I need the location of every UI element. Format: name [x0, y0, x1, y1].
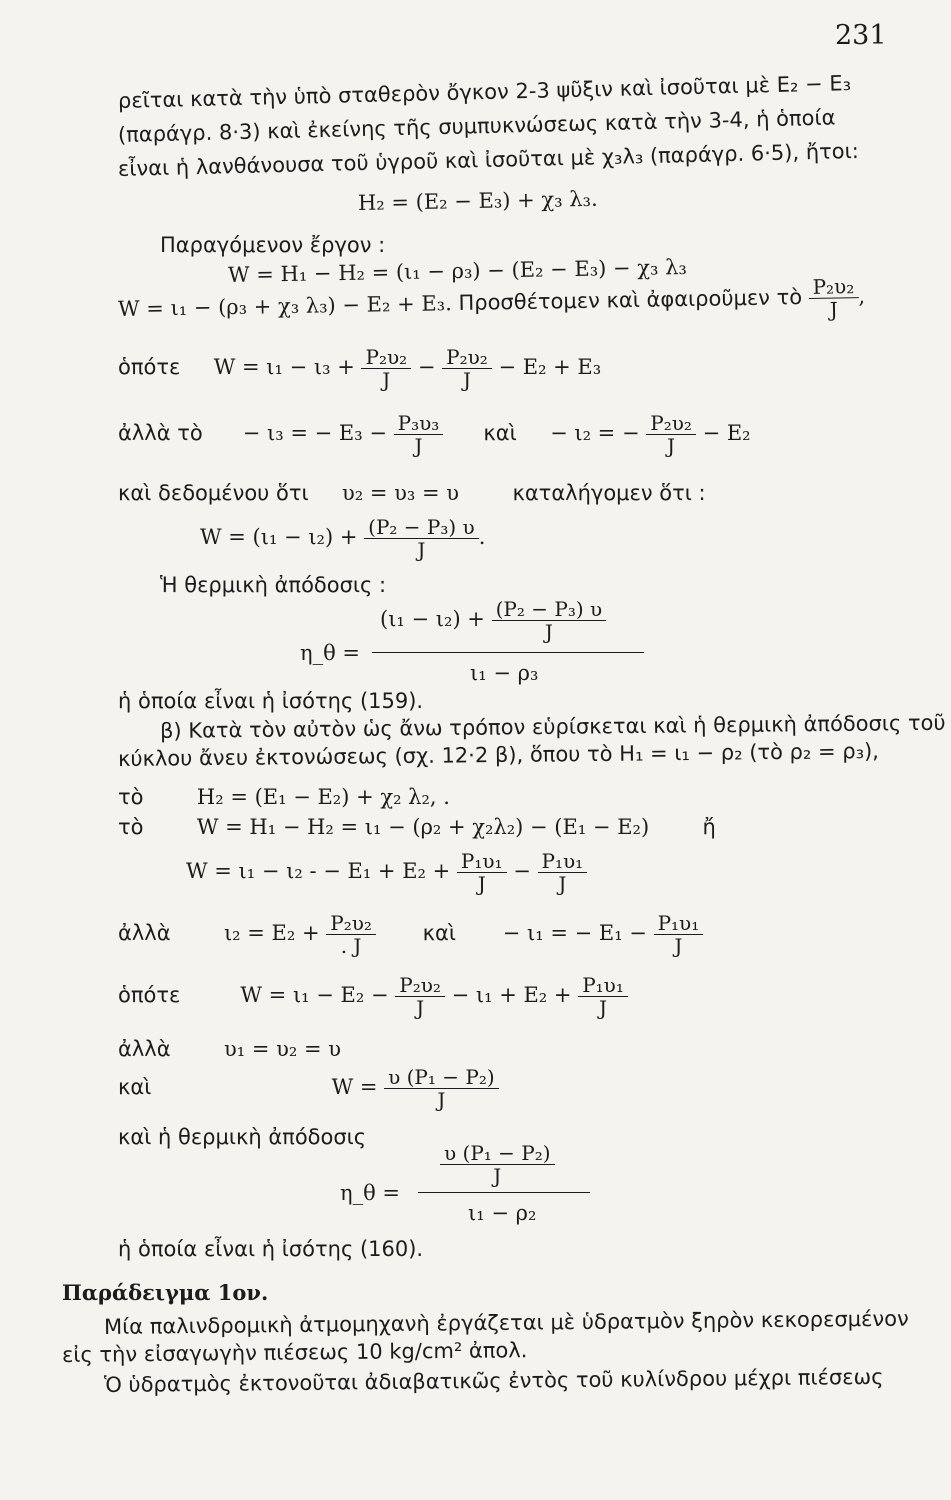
- text-line-beta: β) Κατὰ τὸν αὐτὸν ὡς ἄνω τρόπον εὑρίσκεται καὶ ἡ θερμικὴ ἀπόδοσις τοῦ: [159, 710, 946, 743]
- numerator: P₂υ₂: [326, 912, 376, 935]
- expr: W =: [331, 1075, 378, 1099]
- denominator: J: [382, 368, 391, 392]
- equation-opote-1: [118, 346, 601, 391]
- denominator: J: [674, 934, 683, 958]
- fraction-bar: [372, 652, 644, 653]
- numerator: υ (P₁ − P₂): [384, 1066, 499, 1089]
- fraction: [442, 346, 492, 391]
- denominator: J: [414, 434, 423, 458]
- expr: H₂ = (E₁ − E₂) + χ₂ λ₂, .: [196, 785, 450, 809]
- denominator: J: [477, 872, 486, 896]
- efficiency-lhs: η_θ =: [300, 641, 360, 665]
- expr: υ₁ = υ₂ = υ: [223, 1037, 341, 1061]
- fraction: [395, 974, 445, 1019]
- expr: − ι₂ = −: [550, 421, 640, 445]
- numerator: P₂υ₂: [361, 346, 411, 369]
- denominator: J: [599, 996, 608, 1020]
- expr: W = ι₁ − ι₃ +: [213, 355, 355, 379]
- fraction: [394, 412, 444, 457]
- word-alla: ἀλλὰ: [118, 1037, 171, 1061]
- efficiency-b-lhs: η_θ =: [340, 1181, 400, 1205]
- expr: W = H₁ − H₂ = ι₁ − (ρ₂ + χ₂λ₂) − (E₁ − E₂): [196, 815, 650, 839]
- comma: ,: [858, 283, 866, 309]
- numerator: P₂υ₂: [646, 412, 696, 435]
- numerator: P₂υ₂: [808, 275, 858, 299]
- numerator: P₂υ₂: [442, 346, 492, 369]
- text-example-1: Μία παλινδρομικὴ ἀτμομηχανὴ ἐργάζεται μὲ ὑδρατμὸν ξηρὸν κεκορεσμένον: [103, 1306, 909, 1339]
- numerator: υ (P₁ − P₂): [440, 1142, 555, 1165]
- equation-work-2-text: Προσθέτομεν καὶ ἀφαιροῦμεν τὸ: [458, 285, 803, 316]
- expr: W = ι₁ − E₂ −: [240, 983, 389, 1007]
- equation-alla-b: [118, 912, 703, 957]
- example-heading: Παράδειγμα 1ον.: [62, 1280, 269, 1305]
- denominator: J: [667, 434, 676, 458]
- expr: − ι₁ + E₂ +: [451, 983, 572, 1007]
- denominator: J: [544, 620, 553, 644]
- numerator: (P₂ − P₃) υ: [364, 516, 479, 539]
- fraction-bar: [418, 1192, 590, 1193]
- word-given-that: καὶ δεδομένου ὅτι: [118, 481, 309, 505]
- expr: − E₂ + E₃: [498, 355, 602, 379]
- denominator: J: [417, 538, 426, 562]
- fraction: [538, 850, 588, 895]
- equation-work-1: W = H₁ − H₂ = (ι₁ − ρ₃) − (E₂ − E₃) − χ₃ λ₃: [227, 254, 688, 287]
- equation-work-b2: [186, 850, 587, 895]
- denominator: J: [416, 996, 425, 1020]
- word-conclude: καταλήγομεν ὅτι :: [512, 481, 706, 505]
- word-to: τὸ: [118, 815, 144, 839]
- expr: W = ι₁ − ι₂ - − E₁ + E₂ +: [186, 859, 451, 883]
- equation-work-b1: [118, 814, 716, 840]
- expr: ι₂ = E₂ +: [223, 921, 320, 945]
- text-thermal-efficiency-b: καὶ ἡ θερμικὴ ἀπόδοσις: [118, 1125, 367, 1149]
- text-thermal-efficiency: Ἡ θερμικὴ ἀπόδοσις :: [160, 573, 387, 597]
- text-line-3: εἶναι ἡ λανθάνουσα τοῦ ὑγροῦ καὶ ἰσοῦται μὲ χ₃λ₃ (παράγρ. 6·5), ἤτοι:: [117, 138, 860, 181]
- text-example-2: εἰς τὴν εἰσαγωγὴν πιέσεως 10 kg/cm² ἀπολ.: [61, 1338, 528, 1367]
- text-line-2: (παράγρ. 8·3) καὶ ἐκείνης τῆς συμπυκνώσεως κατὰ τὴν 3-4, ἡ ὁποία: [117, 105, 836, 147]
- denominator: J: [462, 368, 471, 392]
- numerator: P₁υ₁: [538, 850, 588, 873]
- fraction: [364, 516, 479, 561]
- expr: W = (ι₁ − ι₂) +: [200, 525, 358, 549]
- expr: − E₂: [702, 421, 751, 445]
- fraction: [457, 850, 507, 895]
- equation-opote-b: [118, 974, 628, 1019]
- equation-volumes: [118, 1036, 341, 1062]
- expr: (ι₁ − ι₂) +: [380, 607, 485, 631]
- word-alla: ἀλλὰ: [118, 921, 171, 945]
- denominator: . J: [340, 934, 362, 958]
- page-number: 231: [835, 20, 887, 51]
- expr: − ι₁ = − E₁ −: [502, 921, 647, 945]
- word-or: ἤ: [702, 815, 716, 839]
- equation-given: [118, 480, 706, 506]
- text-equality-159: ἡ ὁποία εἶναι ἡ ἰσότης (159).: [118, 689, 424, 713]
- expr: υ₂ = υ₃ = υ: [342, 481, 460, 505]
- text-equality-160: ἡ ὁποία εἶναι ἡ ἰσότης (160).: [118, 1237, 424, 1261]
- text-line-cycle: κύκλου ἄνευ ἐκτονώσεως (σχ. 12·2 β), ὅπου τὸ H₁ = ι₁ − ρ₂ (τὸ ρ₂ = ρ₃),: [117, 739, 880, 771]
- minus: −: [513, 859, 531, 883]
- equation-h2-b: [118, 784, 450, 810]
- word-opote: ὁπότε: [118, 983, 181, 1007]
- equation-work-2-left: W = ι₁ − (ρ₃ + χ₃ λ₃) − E₂ + E₃.: [117, 291, 452, 321]
- word-kai: καὶ: [118, 1075, 152, 1099]
- fraction: [361, 346, 411, 391]
- fraction: [654, 912, 704, 957]
- period: .: [478, 525, 486, 549]
- equation-work-result: [200, 516, 485, 561]
- equation-work-final: [118, 1066, 499, 1111]
- efficiency-denominator: ι₁ − ρ₃: [470, 661, 539, 685]
- efficiency-b-denominator: ι₁ − ρ₂: [468, 1201, 537, 1225]
- fraction: [646, 412, 696, 457]
- fraction: [578, 974, 628, 1019]
- text-produced-work: Παραγόμενον ἔργον :: [160, 233, 386, 257]
- fraction: [384, 1066, 499, 1111]
- text-example-3: Ὁ ὑδρατμὸς ἐκτονοῦται ἀδιαβατικῶς ἐντὸς τοῦ κυλίνδρου μέχρι πιέσεως: [103, 1364, 884, 1397]
- efficiency-numerator: [380, 598, 606, 643]
- fraction: [808, 275, 858, 321]
- word-alla-to: ἀλλὰ τὸ: [118, 421, 203, 445]
- equation-h2: H₂ = (E₂ − E₃) + χ₃ λ₃.: [357, 186, 598, 215]
- numerator: P₁υ₁: [654, 912, 704, 935]
- word-to: τὸ: [118, 785, 144, 809]
- minus: −: [417, 355, 436, 379]
- numerator: (P₂ − P₃) υ: [492, 598, 607, 621]
- numerator: P₂υ₂: [395, 974, 445, 997]
- word-kai: καὶ: [422, 921, 456, 945]
- denominator: J: [558, 872, 567, 896]
- denominator: J: [829, 297, 839, 322]
- efficiency-b-numerator: [440, 1142, 555, 1187]
- expr: − ι₃ = − E₃ −: [242, 421, 387, 445]
- word-opote: ὁπότε: [118, 355, 181, 379]
- numerator: P₁υ₁: [457, 850, 507, 873]
- numerator: P₁υ₁: [578, 974, 628, 997]
- text-line-1: ρεῖται κατὰ τὴν ὑπὸ σταθερὸν ὄγκον 2-3 ψῦξιν καὶ ἰσοῦται μὲ E₂ − E₃: [117, 71, 852, 113]
- denominator: J: [437, 1088, 446, 1112]
- fraction: [326, 912, 376, 957]
- fraction: [492, 598, 607, 643]
- fraction: [440, 1142, 555, 1187]
- equation-alla-1: [118, 412, 751, 457]
- denominator: J: [493, 1164, 502, 1188]
- word-kai: καὶ: [483, 421, 517, 445]
- numerator: P₃υ₃: [394, 412, 444, 435]
